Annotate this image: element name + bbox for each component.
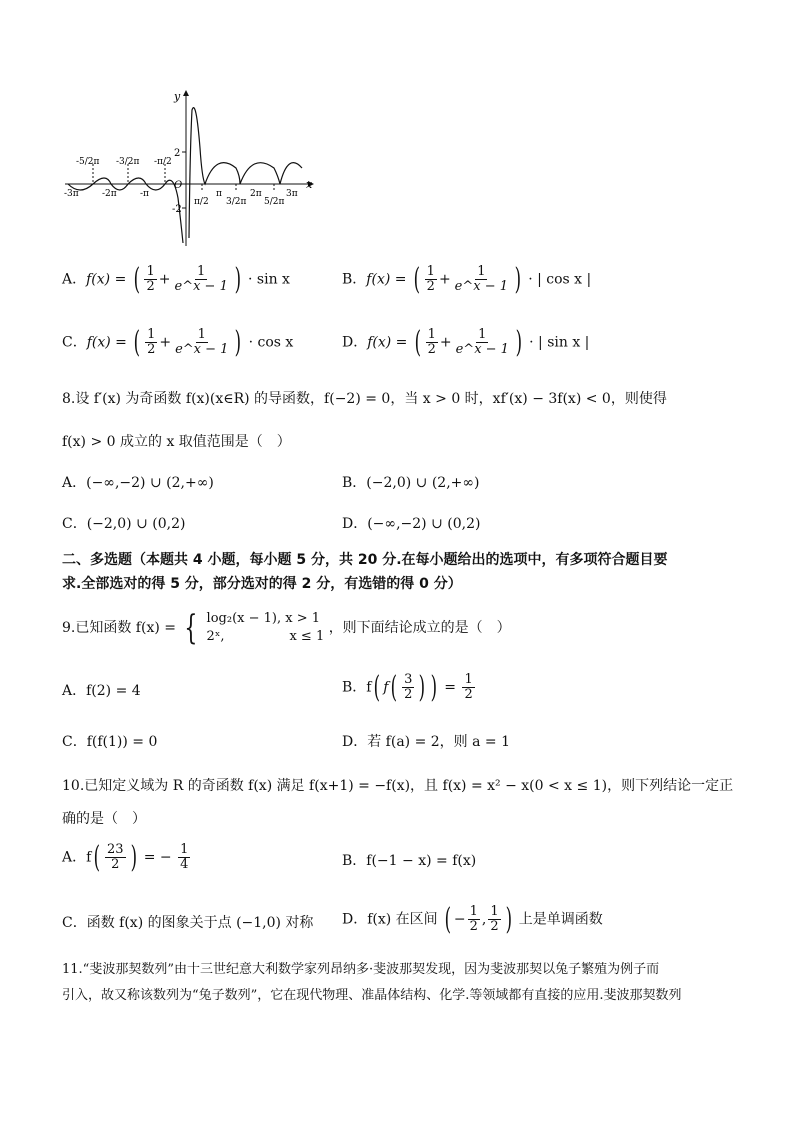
function-graph [60, 88, 320, 248]
q7-option-c[interactable]: C．f(x) = ( $\frac{1}{2}$ + $\frac{1}{e\^{}x - 1}$ ) · cos x [62, 325, 294, 360]
x-tick-3-2pi: 3/2π [226, 197, 247, 207]
graph-curve-left [68, 178, 183, 243]
q7-option-b[interactable]: B．f(x) = ( $\frac{1}{2}$ + $\frac{1}{e\^{}x - 1}$ ) · | cos x | [342, 262, 592, 297]
section2-heading-line2: 求.全部选对的得 5 分，部分选对的得 2 分，有选错的得 0 分） [62, 576, 462, 592]
x-axis-label: x [306, 178, 313, 191]
q9-stem: 9.已知函数 f(x) = { log₂(x − 1), x > 1 2ˣ, x ≤ 1 ，则下面结论成立的是（ ） [62, 608, 511, 648]
q11-stem-line1: 11.“斐波那契数列”由十三世纪意大利数学家列昂纳多·斐波那契发现，因为斐波那契以兔子繁殖为例子而 [62, 962, 660, 977]
q9-option-b[interactable]: B．f( f( $\frac{3}{2}$ ) ) = $\frac{1}{2}$ [342, 670, 473, 705]
x-tick-2pi: 2π [250, 189, 262, 199]
y-tick-neg2: -2 [172, 204, 182, 215]
q9-option-d[interactable]: D．若 f(a) = 2，则 a = 1 [342, 734, 510, 750]
x-tick-negpi: -π [140, 189, 149, 199]
q8-stem-line2: f(x) > 0 成立的 x 取值范围是（ ） [62, 434, 291, 450]
x-tick-neg5-2pi: -5/2π [76, 157, 100, 167]
q9-option-c[interactable]: C．f(f(1)) = 0 [62, 734, 158, 750]
x-tick-pi: π [216, 189, 222, 199]
q10-option-d[interactable]: D．f(x) 在区间 ( − $\frac{1}{2}$ , $\frac{1}{2}$ ) 上是单调函数 [342, 902, 603, 937]
q8-option-b[interactable]: B．(−2,0) ∪ (2,+∞) [342, 475, 480, 491]
q10-option-c[interactable]: C．函数 f(x) 的图象关于点 (−1,0) 对称 [62, 915, 314, 931]
graph-curve-right [189, 108, 302, 238]
y-axis-label: y [174, 90, 181, 103]
q10-option-b[interactable]: B．f(−1 − x) = f(x) [342, 853, 477, 869]
q10-option-a[interactable]: A．f( $\frac{23}{2}$ ) = − $\frac{1}{4}$ [62, 840, 189, 875]
q10-stem-line2: 确的是（ ） [62, 811, 146, 827]
q8-option-c[interactable]: C．(−2,0) ∪ (0,2) [62, 516, 186, 532]
q8-option-d[interactable]: D．(−∞,−2) ∪ (0,2) [342, 516, 481, 532]
x-tick-pi-2: π/2 [194, 197, 209, 207]
q10-stem-line1: 10.已知定义域为 R 的奇函数 f(x) 满足 f(x+1) = −f(x)，且 f(x) = x² − x(0 < x ≤ 1)，则下列结论一定正 [62, 778, 734, 794]
q7-option-a[interactable]: A．f(x) = ( $\frac{1}{2}$ + $\frac{1}{e\^{}x - 1}$ ) · sin x [62, 262, 290, 297]
q9-case-2: 2ˣ, x ≤ 1 [206, 629, 325, 644]
x-tick-5-2pi: 5/2π [264, 197, 285, 207]
y-tick-2: 2 [174, 148, 181, 159]
q7-option-d[interactable]: D．f(x) = ( $\frac{1}{2}$ + $\frac{1}{e\^{}x - 1}$ ) · | sin x | [342, 325, 590, 360]
section2-heading-line1: 二、多选题（本题共 4 小题，每小题 5 分，共 20 分.在每小题给出的选项中，有多项符合题目要 [62, 552, 668, 568]
x-tick-neg3pi: -3π [64, 189, 79, 199]
x-tick-neg3-2pi: -3/2π [116, 157, 140, 167]
q9-option-a[interactable]: A．f(2) = 4 [62, 683, 141, 699]
q8-option-a[interactable]: A．(−∞,−2) ∪ (2,+∞) [62, 475, 214, 491]
origin-label: O [174, 180, 183, 191]
x-tick-neg2pi: -2π [102, 189, 117, 199]
q9-case-1: log₂(x − 1), x > 1 [206, 611, 320, 626]
x-tick-negpi-2: -π/2 [154, 157, 172, 167]
q11-stem-line2: 引入，故又称该数列为“兔子数列”，它在现代物理、准晶体结构、化学.等领域都有直接的应用.斐波那契数列 [62, 988, 682, 1003]
y-axis-arrow [183, 90, 189, 96]
q8-stem-line1: 8.设 f′(x) 为奇函数 f(x)(x∈R) 的导函数，f(−2) = 0，当 x > 0 时，xf′(x) − 3f(x) < 0，则使得 [62, 391, 667, 407]
x-tick-3pi: 3π [286, 189, 298, 199]
